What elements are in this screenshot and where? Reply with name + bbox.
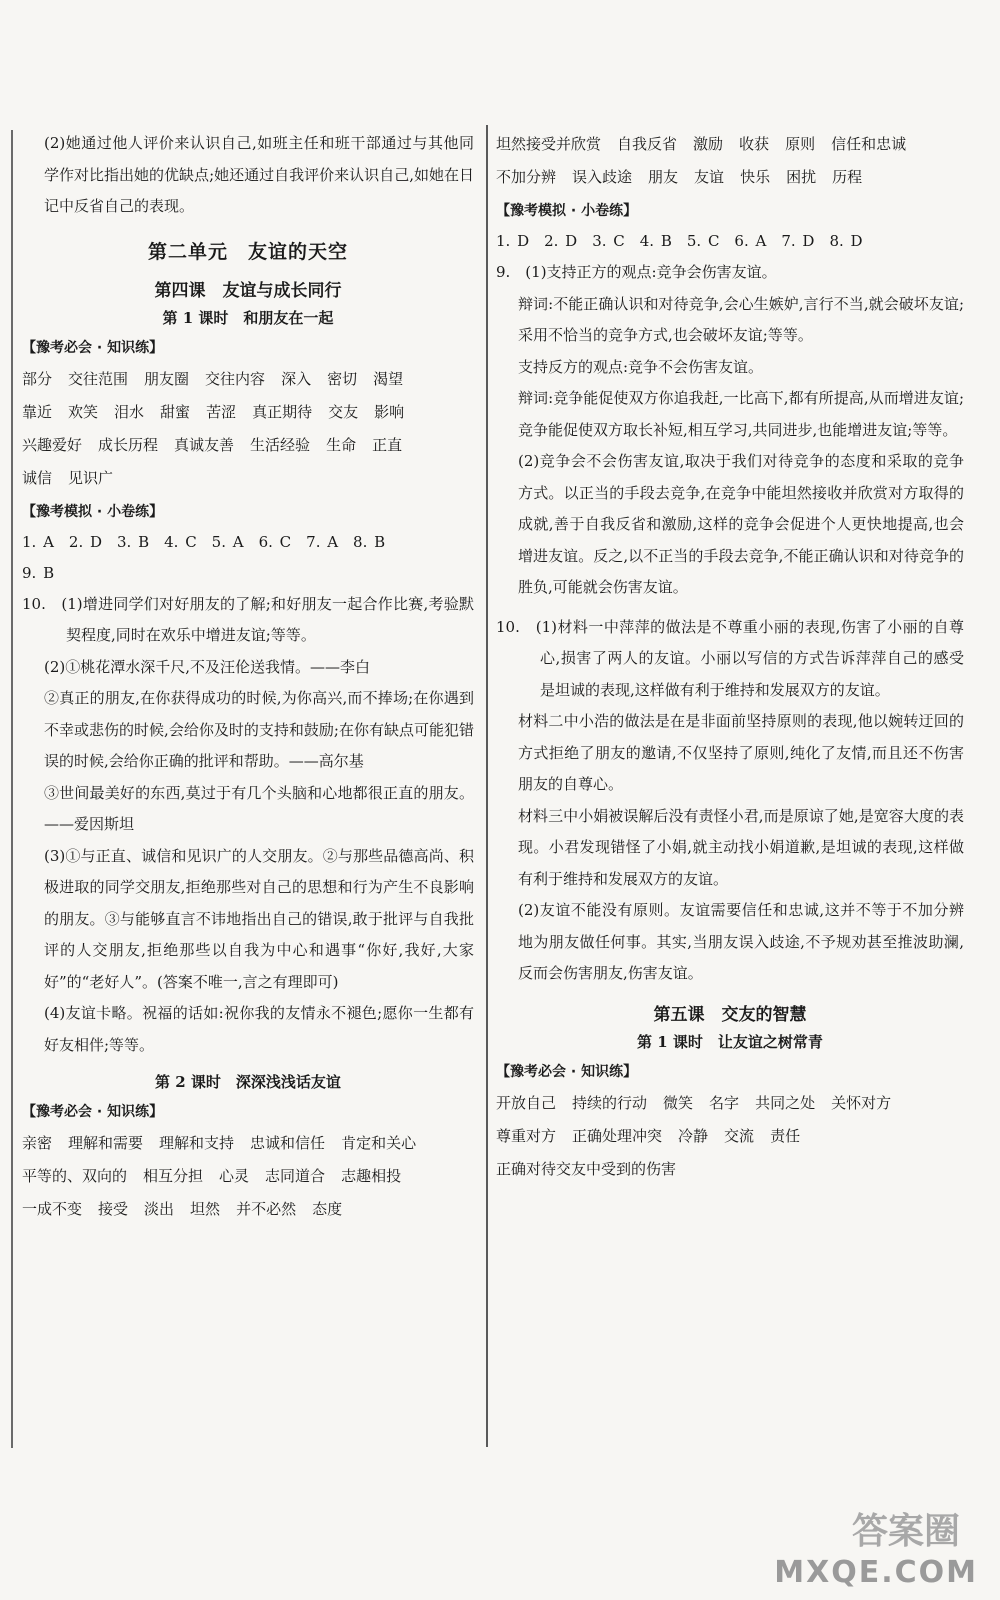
keyword: 欢笑 [68, 402, 99, 421]
q9-part1: 9. (1)支持正方的观点:竞争会伤害友谊。 [496, 263, 777, 281]
keyword: 泪水 [114, 402, 145, 421]
keyword: 真正期待 [252, 402, 313, 421]
keyword-row [22, 363, 474, 396]
keyword: 坦然接受并欣赏 [496, 135, 602, 153]
keyword: 渴望 [373, 369, 404, 388]
keyword: 共同之处 [755, 1093, 816, 1112]
keyword: 自我反省 [617, 135, 678, 153]
lesson4-title: 第四课 友谊与成长同行 [154, 280, 342, 301]
keyword: 历程 [832, 168, 863, 186]
keyword: 正确处理冲突 [572, 1126, 663, 1145]
q10-part2: (2)友谊不能没有原则。友谊需要信任和忠诚,这并不等于不加分辨地为朋友做任何事。其实,当朋友误入歧途,不予规劝甚至推波助澜,反而会伤害朋友,伤害友谊。 [518, 901, 964, 982]
keyword: 正确对待交友中受到的伤害 [496, 1159, 677, 1178]
keyword-block-3 [496, 1087, 964, 1186]
watermark-logo-icon: 答案圈 [851, 1511, 960, 1552]
section-tag-mock: 【豫考模拟 · 小卷练】 [22, 503, 164, 520]
keyword: 甜蜜 [160, 402, 191, 421]
watermark-site-text: MXQE.COM [774, 1555, 978, 1590]
q10-material3: 材料三中小娟被误解后没有责怪小君,而是原谅了她,是宽容大度的表现。小君发现错怪了小娟,就主动找小娟道歉,是坦诚的表现,这样做有利于维持和发展双方的友谊。 [518, 806, 964, 888]
keyword: 信任和忠诚 [831, 135, 907, 153]
lesson5-title: 第五课 交友的智慧 [653, 1004, 807, 1025]
keyword: 理解和需要 [68, 1134, 144, 1152]
keyword: 激励 [693, 135, 724, 153]
keyword: 生命 [326, 435, 357, 454]
answer-line: 9. B [22, 563, 55, 582]
q10-material2: 材料二中小浩的做法是在是非面前坚持原则的表现,他以婉转迂回的方式拒绝了朋友的邀请,不仅坚持了原则,纯化了友情,而且还不伤害朋友的自尊心。 [518, 712, 964, 793]
keyword: 志同道合 [265, 1167, 326, 1185]
keyword-block-top [496, 128, 964, 194]
keyword: 关怀对方 [831, 1093, 892, 1112]
intro-paragraph: (2)她通过他人评价来认识自己,如班主任和班干部通过与其他同学作对比指出她的优缺点;她还通过自我评价来认识自己,如她在日记中反省自己的表现。 [44, 134, 474, 215]
keyword-row [22, 1160, 474, 1193]
keyword: 交往内容 [205, 369, 266, 388]
period2-title: 第 2 课时 深深浅浅话友谊 [155, 1073, 341, 1091]
keyword: 苦涩 [206, 402, 237, 421]
keyword: 收获 [739, 135, 770, 153]
keyword-row [22, 429, 474, 462]
keyword: 名字 [709, 1093, 740, 1112]
keyword: 朋友 [648, 168, 679, 186]
keyword: 心灵 [219, 1167, 250, 1185]
keyword: 见识广 [68, 468, 114, 487]
keyword: 友谊 [694, 168, 725, 186]
keyword: 并不必然 [236, 1200, 297, 1218]
keyword: 密切 [327, 369, 358, 388]
keyword-row [22, 462, 474, 495]
q10-part3: (3)①与正直、诚信和见识广的人交朋友。②与那些品德高尚、积极进取的同学交朋友,拒绝那些对自己的思想和行为产生不良影响的朋友。③与能够直言不讳地指出自己的错误,敢于批评与自我批评的人交朋友,拒绝那些以自我为中心和遇事“你好,我好,大家好”的“老好人”。(答案不唯一,言之有理即可) [44, 846, 474, 991]
q10-part1: 10. (1)增进同学们对好朋友的了解;和好朋友一起合作比赛,考验默契程度,同时在欢乐中增进友谊;等等。 [22, 594, 474, 644]
keyword: 相互分担 [143, 1167, 204, 1185]
keyword: 坦然 [190, 1200, 221, 1218]
keyword: 交流 [724, 1126, 755, 1145]
keyword-row [496, 1120, 964, 1153]
keyword: 朋友圈 [144, 369, 190, 388]
keyword: 误入歧途 [572, 168, 633, 186]
keyword-row [22, 1127, 474, 1160]
left-column [22, 128, 474, 1226]
left-margin-rule [11, 130, 13, 1448]
keyword: 冷静 [678, 1126, 709, 1145]
q9-con-view: 支持反方的观点:竞争不会伤害友谊。 [518, 357, 764, 376]
keyword: 尊重对方 [496, 1126, 557, 1145]
keyword: 困扰 [786, 168, 817, 186]
keyword-row [496, 128, 964, 161]
keyword: 快乐 [740, 168, 771, 186]
q10-part2-quote1: (2)①桃花潭水深千尺,不及汪伦送我情。——李白 [44, 657, 371, 676]
q10-part4: (4)友谊卡略。祝福的话如:祝你我的友情永不褪色;愿你一生都有好友相伴;等等。 [44, 1004, 474, 1054]
q10-part2-quote2: ②真正的朋友,在你获得成功的时候,为你高兴,而不捧场;在你遇到不幸或悲伤的时候,会给你及时的支持和鼓励;在你有缺点可能犯错误的时候,会给你正确的批评和帮助。——高尔基 [44, 689, 474, 770]
keyword-block-1 [22, 363, 474, 495]
keyword-row [496, 1153, 964, 1186]
period3-title: 第 1 课时 让友谊之树常青 [637, 1032, 823, 1051]
keyword: 成长历程 [98, 435, 159, 454]
right-column [496, 128, 964, 1186]
keyword: 接受 [98, 1200, 129, 1218]
keyword: 忠诚和信任 [250, 1134, 326, 1152]
period1-title: 第 1 课时 和朋友在一起 [162, 308, 334, 327]
keyword: 持续的行动 [572, 1093, 648, 1112]
answer-line: 1. A 2. D 3. B 4. C 5. A 6. C 7. A 8. B [22, 532, 386, 551]
q9-argument-pro: 辩词:不能正确认识和对待竞争,会心生嫉妒,言行不当,就会破坏友谊;采用不恰当的竞争方式,也会破坏友谊;等等。 [518, 294, 964, 344]
section-tag-knowledge: 【豫考必会 · 知识练】 [496, 1063, 638, 1080]
keyword-row [22, 396, 474, 429]
keyword: 责任 [770, 1126, 801, 1145]
keyword: 不加分辨 [496, 168, 557, 186]
keyword: 交往范围 [68, 369, 129, 388]
keyword: 态度 [312, 1200, 343, 1218]
keyword-row [22, 1193, 474, 1226]
keyword: 肯定和关心 [341, 1134, 417, 1152]
keyword: 开放自己 [496, 1093, 557, 1112]
section-tag-mock: 【豫考模拟 · 小卷练】 [496, 203, 638, 219]
keyword: 微笑 [663, 1093, 694, 1112]
keyword: 原则 [785, 135, 816, 153]
keyword: 真诚友善 [174, 435, 235, 454]
column-divider [486, 125, 488, 1447]
keyword-block-2 [22, 1127, 474, 1226]
keyword: 部分 [22, 369, 53, 388]
keyword: 平等的、双向的 [22, 1167, 128, 1185]
unit-title: 第二单元 友谊的天空 [147, 240, 348, 263]
keyword: 一成不变 [22, 1200, 83, 1218]
keyword: 影响 [374, 402, 405, 421]
section-tag-knowledge: 【豫考必会 · 知识练】 [22, 339, 164, 356]
q10-material1: 10. (1)材料一中萍萍的做法是不尊重小丽的表现,伤害了小丽的自尊心,损害了两人的友谊。小丽以写信的方式告诉萍萍自己的感受是坦诚的表现,这样做有利于维持和发展双方的友谊。 [496, 617, 964, 699]
keyword: 理解和支持 [159, 1134, 235, 1152]
keyword: 诚信 [22, 468, 53, 487]
keyword-row [496, 161, 964, 194]
keyword-row [496, 1087, 964, 1120]
keyword: 交友 [328, 402, 359, 421]
answer-line: 1. D 2. D 3. C 4. B 5. C 6. A 7. D 8. D [496, 232, 863, 250]
section-tag-knowledge: 【豫考必会 · 知识练】 [22, 1104, 164, 1120]
keyword: 兴趣爱好 [22, 435, 83, 454]
keyword: 靠近 [22, 402, 53, 421]
keyword: 志趣相投 [341, 1167, 402, 1185]
keyword: 正直 [372, 435, 403, 454]
keyword: 亲密 [22, 1134, 53, 1152]
q10-part2-quote3: ③世间最美好的东西,莫过于有几个头脑和心地都很正直的朋友。——爱因斯坦 [44, 783, 474, 833]
q9-argument-con: 辩词:竞争能促使双方你追我赶,一比高下,都有所提高,从而增进友谊;竞争能促使双方取长补短,相互学习,共同进步,也能增进友谊;等等。 [518, 389, 964, 439]
keyword: 淡出 [144, 1200, 175, 1218]
keyword: 深入 [281, 369, 312, 388]
keyword: 生活经验 [250, 435, 311, 454]
q9-part2: (2)竞争会不会伤害友谊,取决于我们对待竞争的态度和采取的竞争方式。以正当的手段去竞争,在竞争中能坦然接收并欣赏对方取得的成就,善于自我反省和激励,这样的竞争会促进个人更快地提高,也会增进友谊。反之,以不正当的手段去竞争,不能正确认识和对待竞争的胜负,可能就会伤害友谊。 [518, 452, 964, 596]
